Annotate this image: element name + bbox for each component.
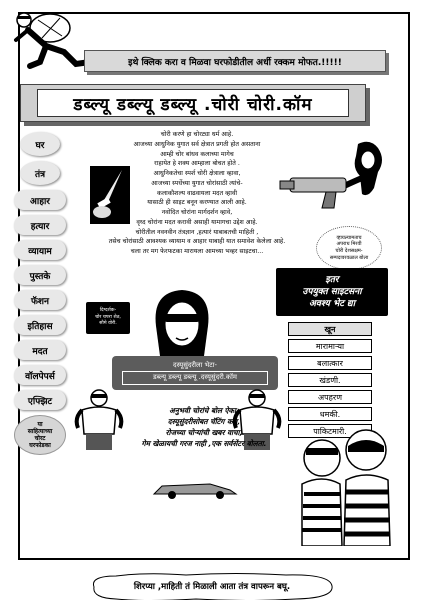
article-line: चोरी करणे हा चोरट्या धर्म आहे.	[160, 131, 234, 138]
article-line: चोरीतील नवनवीन तंत्रज्ञान ,हत्यारं याबाबतची माहिती ,	[135, 228, 259, 236]
sidebar-footer-badge	[14, 415, 66, 455]
dasyusundari-link[interactable]: डब्ल्यू डब्ल्यू डब्ल्यू .दस्यूसुंदरी.कॉम	[122, 371, 268, 385]
other-site-threat[interactable]: धमकी.	[288, 407, 372, 421]
sidebar-item-fashion[interactable]: फॅशन	[14, 290, 66, 310]
article-line: चला तर मग फेरफटका मारायला आमच्या भव्हर साइटचा...	[130, 248, 264, 255]
woman-with-gun-icon	[278, 138, 388, 212]
sidebar-nav	[14, 132, 66, 455]
motto-oval	[316, 226, 382, 270]
other-site-fights[interactable]: मारामाऱ्या	[288, 339, 372, 353]
other-site-rape[interactable]: बलात्कार	[288, 356, 372, 370]
sidebar-item-help[interactable]: मदत	[14, 340, 66, 360]
article-line: आम्ही चोर बांधव कलाच्या मागेच	[160, 150, 234, 158]
sidebar-item-diet[interactable]: आहार	[14, 190, 66, 210]
slogan-line: रोजच्या चोऱ्यांची खबर वाचा,	[165, 427, 243, 437]
car-icon	[150, 480, 240, 500]
article-line: राहायेत हे शक्य आम्हाला बोचत होते .	[154, 160, 240, 168]
motto-line: अपराध मिरवी	[336, 241, 362, 248]
sidebar-item-books[interactable]: पुस्तके	[14, 265, 66, 285]
sidebar-item-history[interactable]: इतिहास	[14, 315, 66, 335]
intro-article	[88, 130, 306, 257]
article-line: नवोदित चोरांना मार्गदर्शन व्हावे,	[161, 209, 233, 216]
director-line: दिग्दर्शक-	[99, 308, 117, 314]
sidebar-item-home[interactable]: घर	[20, 132, 60, 156]
site-title: डब्ल्यू डब्ल्यू डब्ल्यू .चोरी चोरी.कॉम	[37, 89, 349, 117]
director-line: चोर चपरा शेठ,	[95, 314, 121, 320]
motto-line: सम्पदावरवळाल बोला	[329, 254, 369, 261]
sidebar-footer-line: साहित्याच्या	[27, 427, 53, 435]
article-line: वृध्द चोरांना मदत करावी असाही यामागचा उद्देश आहे.	[136, 218, 258, 226]
slogan-line: दस्यूसुंदरीसोबत चॅटिंग करा,	[167, 416, 241, 426]
article-line: आधुनिकतेचा स्पर्श चोरी क्षेत्राला व्हावा,	[153, 170, 241, 177]
dasyusundari-band	[112, 356, 278, 390]
sidebar-item-exit[interactable]: एफ्झिट	[14, 390, 66, 410]
footer-speech-text: शिरप्या ,माहिती तं मिळाली आता तंत्र वापरून बघू.	[133, 581, 291, 592]
motto-line: चोरी देशसक्षम-	[335, 248, 363, 254]
site-title-frame	[20, 84, 366, 122]
other-site-pickpocketing[interactable]: पाकिटमारी.	[288, 424, 372, 438]
sidebar-footer-line: या	[37, 420, 43, 428]
article-line: तसेच चोरांसाठी आवश्यक व्यायाम व आहार याबाही यात समावेश केलेला आहे.	[108, 238, 286, 246]
other-sites-heading: अवश्य भेट द्या	[308, 299, 356, 310]
sidebar-item-exercise[interactable]: व्यायाम	[14, 240, 66, 260]
other-site-extortion[interactable]: खंडणी.	[288, 373, 372, 387]
article-line: आजच्या आधुनिक युगात सर्व क्षेत्रात प्रगती होत असताना	[133, 140, 261, 148]
dasyusundari-heading: दस्यूसुंदरीला भेटा-	[173, 361, 217, 370]
sidebar-footer-line: घरफोडका	[29, 442, 51, 450]
other-sites-heading: इतर	[325, 274, 339, 285]
two-thieves-icon	[296, 428, 392, 546]
other-sites-header	[276, 268, 388, 316]
director-label	[86, 302, 130, 334]
article-line: आजच्या स्पर्धेच्या युगात चोरांसाठी त्यांचे-	[151, 179, 243, 187]
article-line: यासाठी ही साइट बनून करण्यात आली आहे.	[147, 199, 247, 207]
masked-woman-icon	[150, 286, 214, 358]
director-line: सौमे वोरी.	[99, 321, 117, 327]
promo-banner[interactable]	[84, 50, 386, 72]
slogan-line: गेम खेळायची गरज नाही ,एक सर्वसेंटर बोलता.	[141, 438, 267, 448]
slogan-block	[124, 406, 284, 450]
sidebar-footer-line: चोरट	[34, 435, 46, 442]
sidebar-item-weapons[interactable]: हत्यार	[14, 215, 66, 235]
bodybuilder-thief-icon	[74, 388, 124, 452]
other-sites-list	[288, 322, 372, 441]
motto-line: व्हायल्यामताच	[336, 234, 362, 241]
article-line: कलाकौशल्य वाढवायला मदत व्हावी	[156, 189, 237, 197]
other-site-kidnapping[interactable]: अपहरण	[288, 390, 372, 404]
other-site-murder[interactable]: खून	[288, 322, 372, 336]
sidebar-item-wallpapers[interactable]: वॉलपेपर्स	[14, 365, 66, 385]
promo-banner-text: इथे क्लिक करा व मिळवा घरफोडीतील अर्धी रक्कम मोफत.!!!!!	[128, 57, 342, 68]
sidebar-item-technique[interactable]: तंत्र	[20, 161, 60, 185]
slogan-line: अनुभवी चोरांचे बोल ऐका,	[169, 406, 239, 415]
other-sites-heading: उपयुक्त साइटसना	[302, 286, 362, 297]
